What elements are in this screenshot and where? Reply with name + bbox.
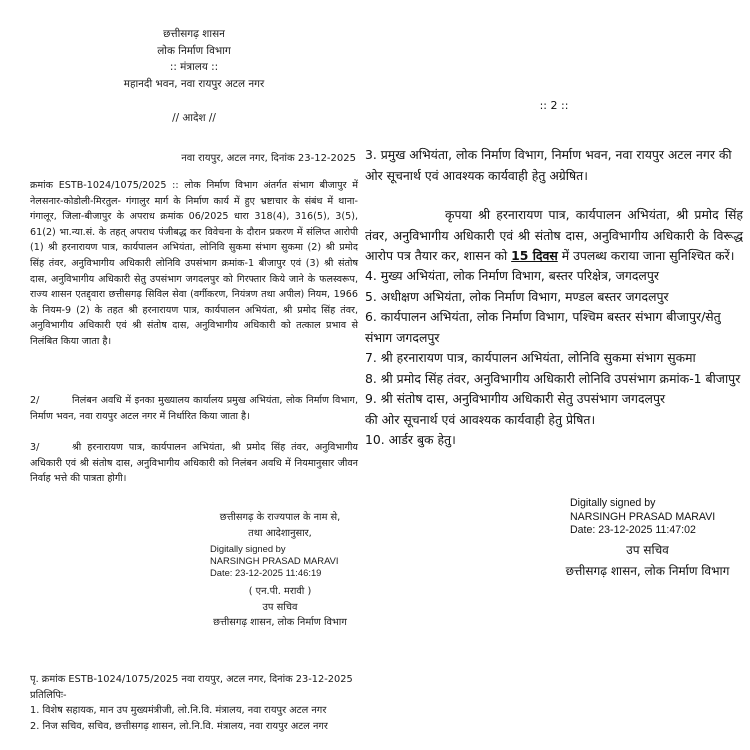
signature-order-note: तथा आदेशानुसार, <box>248 527 312 539</box>
digital-signature-date: Date: 23-12-2025 11:46:19 <box>210 566 322 578</box>
signatory-office: छत्तीसगढ़ शासन, लोक निर्माण विभाग <box>213 617 347 629</box>
instruction-text-after: में उपलब्ध कराया जाना सुनिश्चित करें। <box>557 248 735 263</box>
signature-block <box>180 510 380 631</box>
copy-item: 8. श्री प्रमोद सिंह तंवर, अनुविभागीय अधिकारी लोनिवि उपसंभाग क्रमांक-1 बीजापुर <box>365 370 741 386</box>
digital-signature <box>180 543 380 578</box>
copy-item: 7. श्री हरनारायण पात्र, कार्यपालन अभियंता, लोनिवि सुकमा संभाग सुकमा <box>365 350 696 365</box>
copy-item: 6. कार्यपालन अभियंता, लोक निर्माण विभाग, पश्चिम बस्तर संभाग बीजापुर/सेतु संभाग जगदलपुर <box>365 309 721 345</box>
signature-authority: छत्तीसगढ़ के राज्यपाल के नाम से, <box>219 512 341 523</box>
digital-signature-name: NARSINGH PRASAD MARAVI <box>570 510 716 523</box>
letterhead-department: लोक निर्माण विभाग <box>157 44 231 57</box>
order-title: // आदेश // <box>172 112 216 124</box>
copy-item: 4. मुख्य अभियंता, लोक निर्माण विभाग, बस्तर परिक्षेत्र, जगदलपुर <box>365 268 659 283</box>
signature-block <box>555 540 740 582</box>
paragraph-number: 2/ <box>30 395 40 406</box>
copy-item: 9. श्री संतोष दास, अनुविभागीय अधिकारी सेतु उपसंभाग जगदलपुर <box>365 391 666 406</box>
letterhead-ministry: :: मंत्रालय :: <box>169 61 219 73</box>
copy-list <box>365 266 743 451</box>
instruction-text-before: कृपया श्री हरनारायण पात्र, कार्यपालन अभियंता, श्री प्रमोद सिंह तंवर, अनुविभागीय अधिकारी एवं श्री संतोष दास, अनुविभागीय अधिकारी के विरूद्ध आरोप पत्र तैयार कर, शासन को <box>365 207 743 263</box>
order-paragraph-2 <box>30 393 358 424</box>
signatory-name: ( एन.पी. मरावी ) <box>248 586 312 598</box>
copy-item-3: 3. प्रमुख अभियंता, लोक निर्माण विभाग, निर्माण भवन, नवा रायपुर अटल नगर की ओर सूचनार्थ एवं आवश्यक कार्यवाही हेतु अग्रेषित। <box>365 147 732 183</box>
copy-distribution <box>30 672 370 734</box>
signatory-designation: उप सचिव <box>262 601 298 613</box>
copy-item: 10. आर्डर बुक हेतु। <box>365 432 456 447</box>
copy-item: 1. विशेष सहायक, मान उप मुख्यमंत्रीजी, लो.नि.वि. मंत्रालय, नवा रायपुर अटल नगर <box>30 705 327 716</box>
digital-signature-label: Digitally signed by <box>570 497 656 509</box>
digital-signature-date: Date: 23-12-2025 11:47:02 <box>570 524 696 536</box>
letterhead-government: छत्तीसगढ़ शासन <box>163 28 225 40</box>
signatory-office: छत्तीसगढ़ शासन, लोक निर्माण विभाग <box>565 564 730 578</box>
order-main-paragraph: क्रमांक ESTB-1024/1075/2025 :: लोक निर्माण विभाग अंतर्गत संभाग बीजापुर में नेलसनार-कोडोली-मिरतुल- गंगालुर मार्ग के निर्माण कार्य में हुए भ्रष्टाचार के संबंध में थाना-गंगालूर, जिला-बीजापुर के अपराध क्रमांक 06/2025 धारा 318(4), 316(5), 3(5), 61(2) भा.न्या.सं. के तहत् अपराध पंजीबद्ध कर विवेचना के दौरान प्रकरण में संलिप्त आरोपी (1) श्री हरनारायण पात्र, कार्यपालन अभियंता, लोनिवि सुकमा संभाग सुकमा (2) श्री प्रमोद सिंह तंवर, अनुविभागीय अधिकारी लोनिवि उपसंभाग क्रमांक-1 बीजापुर एवं (3) श्री संतोष दास, अनुविभागीय अधिकारी सेतु उपसंभाग जगदलपुर को गिरफ्तार किये जाने के फलस्वरूप, राज्य शासन एतद्द्वारा छत्तीसगढ़ सिविल सेवा (वर्गीकरण, नियंत्रण तथा अपील) नियम, 1966 के नियम-9 (2) के तहत श्री हरनारायण पात्र, कार्यपालन अभियंता, श्री प्रमोद सिंह तंवर, अनुविभागीय अधिकारी एवं श्री संतोष दास, अनुविभागीय अधिकारी को तत्काल प्रभाव से निलंबित किया जाता है। <box>30 180 358 347</box>
paragraph-text: निलंबन अवधि में इनका मुख्यालय कार्यालय प्रमुख अभियंता, लोक निर्माण विभाग, निर्माण भवन, नवा रायपुर अटल नगर में निर्धारित किया जाता है। <box>30 395 358 422</box>
endorsement-line: पृ. क्रमांक ESTB-1024/1075/2025 नवा रायपुर, अटल नगर, दिनांक 23-12-2025 <box>30 674 353 685</box>
letterhead-address: महानदी भवन, नवा रायपुर अटल नगर <box>123 77 265 90</box>
digital-signature-label: Digitally signed by <box>210 543 286 554</box>
digital-signature-name: NARSINGH PRASAD MARAVI <box>210 554 339 566</box>
order-paragraph-3 <box>30 440 358 487</box>
copy-heading: प्रतिलिपिः- <box>30 689 67 701</box>
copy-note: की ओर सूचनार्थ एवं आवश्यक कार्यवाही हेतु प्रेषित। <box>365 411 596 427</box>
charge-sheet-instruction <box>365 205 743 267</box>
copy-item: 2. निज सचिव, सचिव, छत्तीसगढ़ शासन, लो.नि.वि. मंत्रालय, नवा रायपुर अटल नगर <box>30 720 328 732</box>
page-number: :: 2 :: <box>539 99 569 112</box>
letterhead <box>30 26 358 92</box>
digital-signature <box>570 497 745 538</box>
copy-item: 5. अधीक्षण अभियंता, लोक निर्माण विभाग, मण्डल बस्तर जगदलपुर <box>365 288 669 304</box>
paragraph-number: 3/ <box>30 442 40 453</box>
paragraph-text: श्री हरनारायण पात्र, कार्यपालन अभियंता, श्री प्रमोद सिंह तंवर, अनुविभागीय अधिकारी एवं श्री संतोष दास, अनुविभागीय अधिकारी को निलंबन अवधि में नियमानुसार जीवन निर्वाह भत्ते की पात्रता होगी। <box>30 442 358 485</box>
order-dateline: नवा रायपुर, अटल नगर, दिनांक 23-12-2025 <box>181 153 356 164</box>
signatory-designation: उप सचिव <box>626 543 669 557</box>
deadline-emphasis: 15 दिवस <box>511 248 558 263</box>
